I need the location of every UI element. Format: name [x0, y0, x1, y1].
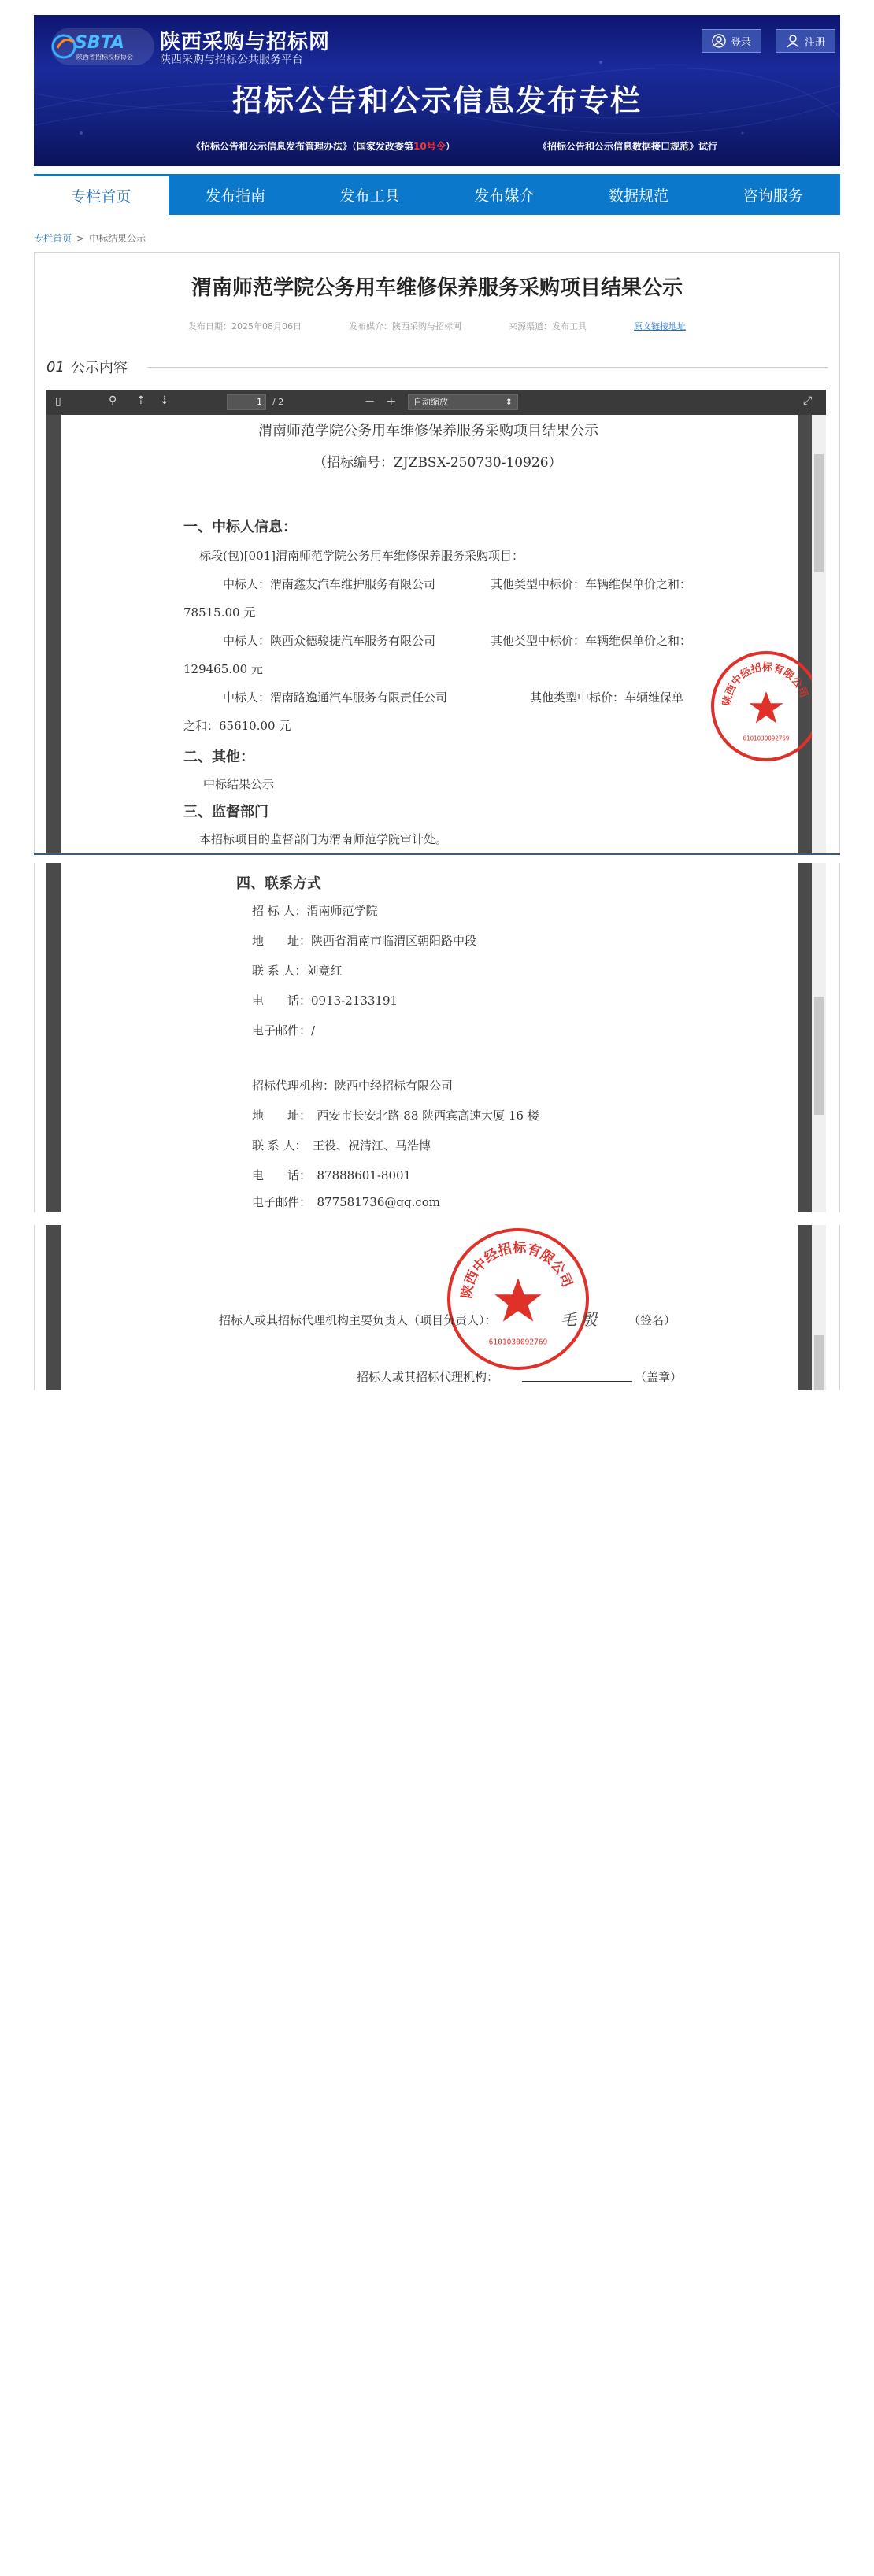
notice-spec-link[interactable]: 《招标公告和公示信息数据接口规范》试行: [538, 141, 718, 152]
register-label: 注册: [804, 36, 825, 49]
pdf-toolbar: [46, 390, 826, 415]
winner-1: 中标人：渭南鑫友汽车维护服务有限公司: [223, 577, 436, 591]
article-panel: [34, 252, 840, 853]
winner-2-price-label: 其他类型中标价：车辆维保单价之和：: [491, 634, 692, 648]
winner-3: 中标人：渭南路逸通汽车服务有限责任公司: [223, 690, 448, 705]
breadcrumb-home[interactable]: 专栏首页: [34, 233, 72, 244]
nav-tools[interactable]: 发布工具: [339, 187, 400, 205]
search-icon[interactable]: ⚲: [109, 394, 117, 407]
section-header: [46, 355, 828, 379]
winner-2: 中标人：陕西众德骏捷汽车服务有限公司: [223, 634, 436, 648]
winner-3-price: 之和：65610.00 元: [183, 719, 291, 733]
seal-line-label: 招标人或其招标代理机构：: [357, 1370, 499, 1384]
nav-spec[interactable]: 数据规范: [609, 187, 669, 205]
up-arrow-icon[interactable]: ⇡: [136, 394, 146, 407]
pdf-viewer[interactable]: [46, 390, 826, 854]
zoom-out-icon[interactable]: −: [365, 394, 376, 409]
winner-1-price-label: 其他类型中标价：车辆维保单价之和：: [491, 577, 692, 591]
breadcrumb: [34, 231, 146, 245]
login-label: 登录: [730, 36, 751, 49]
contact-person: 联 系 人：刘竟红: [252, 964, 343, 978]
pdf-scrollbar-2[interactable]: [812, 863, 826, 1212]
doc-supervisor: 本招标项目的监督部门为渭南师范学院审计处。: [199, 832, 448, 846]
agent-phone: 电 话： 87888601-8001: [252, 1168, 412, 1183]
article-meta: [35, 320, 839, 332]
svg-text:6101030092769: 6101030092769: [488, 1338, 548, 1347]
pdf-page-3: [61, 1225, 798, 1390]
doc-package: 标段(包)[001]渭南师范学院公务用车维修保养服务采购项目：: [199, 549, 524, 563]
svg-text:陕西中经招标有限公司: 陕西中经招标有限公司: [721, 661, 809, 707]
site-subtitle: 陕西采购与招标公共服务平台: [160, 54, 303, 66]
site-logo[interactable]: [50, 24, 156, 68]
winner-1-price: 78515.00 元: [183, 605, 256, 620]
agent-seal: [447, 1228, 589, 1370]
pdf-scrollbar-thumb-2[interactable]: [814, 997, 824, 1115]
down-arrow-icon[interactable]: ⇣: [160, 394, 169, 407]
nav-consult[interactable]: 咨询服务: [743, 187, 803, 205]
doc-code: （招标编号：ZJZBSX-250730-10926）: [313, 455, 562, 471]
main-nav: [34, 174, 840, 215]
doc-heading-1: 一、中标人信息：: [183, 519, 297, 535]
agent-address: 地 址： 西安市长安北路 88 陕西宾高速大厦 16 楼: [252, 1108, 539, 1123]
pdf-scrollbar-thumb[interactable]: [814, 454, 824, 572]
breadcrumb-current: 中标结果公示: [89, 233, 146, 244]
svg-text:SBTA: SBTA: [75, 33, 124, 53]
user-circle-icon: [712, 34, 726, 48]
pdf-scrollbar[interactable]: [812, 415, 826, 854]
contact-tenderer: 招 标 人：渭南师范学院: [252, 904, 378, 918]
banner-title: 招标公告和公示信息发布专栏: [231, 83, 642, 118]
sidebar-toggle-icon[interactable]: ▯: [55, 395, 61, 408]
agent-contact: 联 系 人： 王役、祝清江、马浩博: [252, 1138, 431, 1153]
seal-underline: [522, 1381, 632, 1382]
seal-star-icon: [749, 691, 783, 724]
chevron-down-icon: ⇕: [505, 397, 513, 407]
doc-title: 渭南师范学院公务用车维修保养服务采购项目结果公示: [258, 423, 598, 439]
contact-email: 电子邮件：/: [252, 1023, 316, 1038]
publish-media: 发布媒介：陕西采购与招标网: [349, 321, 461, 331]
contact-address: 地 址：陕西省渭南市临渭区朝阳路中段: [252, 934, 477, 948]
header-banner: [34, 15, 840, 166]
notice-regulation-link[interactable]: 《招标公告和公示信息发布管理办法》（国家发改委第10号令）: [191, 141, 455, 152]
doc-heading-3: 三、监督部门: [183, 804, 268, 820]
logo-caption: 陕西省招标投标协会: [76, 54, 133, 61]
section-divider: [147, 367, 828, 368]
agent-name: 招标代理机构：陕西中经招标有限公司: [252, 1079, 454, 1093]
source-channel: 来源渠道：发布工具: [509, 321, 587, 331]
pdf-frame-2: [34, 863, 840, 1212]
svg-text:陕西中经招标有限公司: 陕西中经招标有限公司: [459, 1240, 576, 1300]
winner-2-price: 129465.00 元: [183, 662, 263, 676]
nav-guide[interactable]: 发布指南: [206, 187, 266, 205]
site-name: 陕西采购与招标网: [160, 31, 331, 54]
publish-date: 发布日期：2025年08月06日: [188, 321, 302, 331]
doc-other: 中标结果公示: [203, 777, 275, 791]
doc-heading-4: 四、联系方式: [236, 875, 321, 892]
original-link[interactable]: 原文链接地址: [634, 321, 686, 331]
pdf-viewer-page-2[interactable]: [46, 863, 826, 1212]
register-button[interactable]: [776, 29, 835, 53]
pdf-scrollbar-3[interactable]: [812, 1225, 826, 1390]
pdf-page-2: [61, 863, 798, 1212]
pdf-viewer-page-3[interactable]: [46, 1225, 826, 1390]
pdf-scrollbar-thumb-3[interactable]: [814, 1335, 824, 1390]
fullscreen-icon[interactable]: ⤢: [803, 394, 813, 407]
signature-line-label: 招标人或其招标代理机构主要负责人（项目负责人）：: [219, 1313, 497, 1327]
nav-home[interactable]: 专栏首页: [34, 174, 169, 215]
section-number: 01: [46, 358, 65, 376]
doc-heading-2: 二、其他：: [183, 749, 254, 765]
agent-email: 电子邮件： 877581736@qq.com: [252, 1195, 441, 1209]
page-number-input[interactable]: 1: [227, 394, 266, 410]
breadcrumb-separator: >: [76, 232, 85, 244]
nav-media[interactable]: 发布媒介: [474, 187, 535, 205]
signature-suffix: （签名）: [628, 1313, 676, 1327]
winner-3-price-label: 其他类型中标价：车辆维保单: [530, 690, 684, 705]
page-total: / 2: [272, 397, 284, 407]
section-label: 公示内容: [70, 360, 128, 376]
handwritten-signature: 毛 殷: [561, 1310, 598, 1329]
user-icon: [786, 34, 800, 48]
pdf-frame-3: [34, 1225, 840, 1390]
company-seal: [711, 651, 821, 761]
login-button[interactable]: [702, 29, 761, 53]
pdf-page-1: [61, 415, 809, 854]
section-divider-line: [34, 853, 840, 855]
zoom-select[interactable]: 自动缩放 ⇕: [408, 394, 518, 410]
contact-phone: 电 话：0913-2133191: [252, 994, 398, 1008]
svg-text:6101030092769: 6101030092769: [743, 735, 790, 742]
seal-suffix: （盖章）: [635, 1370, 683, 1384]
zoom-in-icon[interactable]: +: [386, 394, 397, 409]
seal-star-icon-2: [494, 1278, 541, 1321]
article-title: 渭南师范学院公务用车维修保养服务采购项目结果公示: [191, 276, 683, 300]
